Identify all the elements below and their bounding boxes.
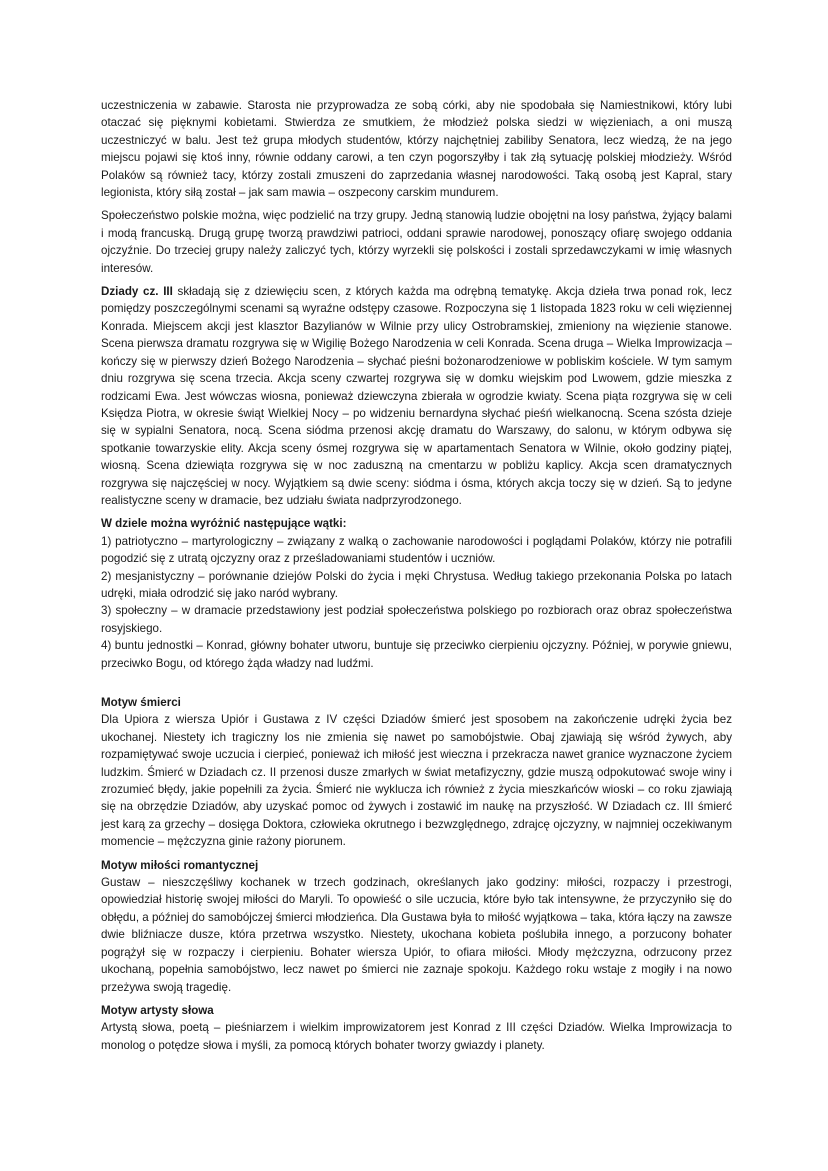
love-heading: Motyw miłości romantycznej xyxy=(101,858,259,872)
thread-3: 3) społeczny – w dramacie przedstawiony jest podział społeczeństwa polskiego po rozbiorach oraz obraz społeczeństwa rosyjskiego. xyxy=(101,604,732,635)
death-heading: Motyw śmierci xyxy=(101,696,181,709)
paragraph-3-lead: Dziady cz. III xyxy=(101,285,173,299)
paragraph-2: Społeczeństwo polskie można, więc podzielić na trzy grupy. Jedną stanowią ludzie obojętni na losy państwa, żyjący balami i modą francuską. Drugą grupę tworzą prawdziwi patrioci, oddani sprawie narodowej, ponoszący ofiarę swojego oddania ojczyźnie. Do trzeciej grupy należy zaliczyć tych, którzy wyrzekli się polskości i zostali sprzedawczykami w imię własnych interesów. xyxy=(101,209,732,275)
paragraph-3-body: składają się z dziewięciu scen, z których każda ma odrębną tematykę. Akcja dzieła trwa ponad rok, lecz pomiędzy poszczególnymi scenami są wyraźne odstępy czasowe. Rozpoczyna się 1 listopada 1823 roku w celi więziennej Konrada. Miejscem akcji jest klasztor Bazylianów w Wilnie przy ulicy Ostrobramskiej, zmieniony na więzienie stanowe. Scena pierwsza dramatu rozgrywa się w Wigilię Bożego Narodzenia w celi Konrada. Scena druga – Wielka Improwizacja – kończy się w pierwszy dzień Bożego Narodzenia – słychać pieśni bożonarodzeniowe w pobliskim kościele. W tym samym dniu rozgrywa się scena trzecia. Akcja sceny czwartej rozgrywa się w domku wiejskim pod Lwowem, gdzie mieszka z rodzicami Ewa. Jest wówczas wiosna, ponieważ dziewczyna zbierała w ogrodzie kwiaty. Scena piąta rozgrywa się w celi Księdza Piotra, w okresie świąt Wielkiej Nocy – po widzeniu bernardyna słychać pieśń wielkanocną. Scena szósta dzieje się w sypialni Senatora, nocą. Scena siódma przenosi akcję dramatu do Warszawy, do salonu, w którym odbywa się spotkanie towarzyskie elity. Akcja sceny ósmej rozgrywa się w apartamentach Senatora w Wilnie, około godziny piątej, wiosną. Scena dziewiąta rozgrywa się w noc zaduszną na cmentarzu w pobliżu kaplicy. Akcja scen dramatycznych rozgrywa się najczęściej w nocy. Wyjątkiem są dwie sceny: siódma i ósma, których akcja toczy się w dzień. Są to jedyne realistyczne sceny w dramacie, bez udziału świata nadprzyrodzonego. xyxy=(101,285,732,507)
threads-heading: W dziele można wyróżnić następujące wątki: xyxy=(101,517,347,531)
paragraph-1: uczestniczenia w zabawie. Starosta nie przyprowadza ze sobą córki, aby nie spodobała się Namiestnikowi, który lubi otaczać się pięknymi kobietami. Stwierdza ze smutkiem, że młodzież polska siedzi w więzieniach, a oni muszą uczestniczyć w balu. Jest też grupa młodych studentów, którzy najchętniej zabiliby Senatora, lecz wiedzą, że na jego miejscu pojawi się ktoś inny, równie oddany carowi, a ten czyn pogorszyłby i tak złą sytuację polskiej młodzieży. Wśród Polaków są również tacy, którzy zostali zmuszeni do zaprzedania własnej narodowości. Taką osobą jest Kapral, stary legionista, który siłą został – jak sam mawia – oszpecony carskim mundurem. xyxy=(101,99,732,200)
thread-2: 2) mesjanistyczny – porównanie dziejów Polski do życia i męki Chrystusa. Według takiego przekonania Polska po latach udręki, miała odrodzić się jako naród wybrany. xyxy=(101,569,732,600)
death-text: Dla Upiora z wiersza Upiór i Gustawa z IV części Dziadów śmierć jest sposobem na zakończenie udręki życia bez ukochanej. Niestety ich tragiczny los nie zmienia się nawet po samobójstwie. Obaj zjawiają się wśród żywych, aby rozpamiętywać swoje uczucia i cierpieć, ponieważ ich miłość jest wieczna i przekracza nawet granice wyznaczone życiem ludzkim. Śmierć w Dziadach cz. II przenosi dusze zmarłych w świat metafizyczny, gdzie muszą odpokutować swoje winy i zrozumieć błędy, jakie popełnili za życia. Śmierć nie wyklucza ich również z życia mieszkańców wioski – co roku zjawiają się na obrzędzie Dziadów, aby uzyskać pomoc od żywych i zostawić im naukę na przyszłość. W Dziadach cz. III śmierć jest karą za grzechy – dosięga Doktora, człowieka okrutnego i bezwzględnego, zdrajcę ojczyzny, w najmniej oczekiwanym momencie – mężczyzna ginie rażony piorunem. xyxy=(101,713,732,849)
thread-1: 1) patriotyczno – martyrologiczny – związany z walką o zachowanie narodowości i poglądami Polaków, którzy nie potrafili pogodzić się z utratą ojczyzny oraz z prześladowaniami studentów i uczniów. xyxy=(101,534,732,566)
thread-4: 4) buntu jednostki – Konrad, główny bohater utworu, buntuje się przeciwko cierpieniu ojczyzny. Później, w porywie gniewu, przeciwko Bogu, od którego żąda władzy nad ludźmi. xyxy=(101,639,732,670)
paragraph-3 xyxy=(101,283,732,509)
love-text: Gustaw – nieszczęśliwy kochanek w trzech godzinach, określanych jako godziny: miłości, rozpaczy i przestrogi, opowiedział historię swojej miłości do Maryli. To opowieść o sile uczucia, które było tak intensywne, że przyczyniło się do obłędu, a później do samobójczej śmierci młodzieńca. Dla Gustawa była to miłość wyjątkowa – taka, która łączy na zawsze dwie bliźniacze dusze, która przetrwa wszystko. Niestety, ukochana kobieta poślubiła innego, a porzucony bohater pogrążył się w rozpaczy i cierpieniu. Bohater wiersza Upiór, to ofiara miłości. Młody mężczyzna, odrzucony przez ukochaną, popełnia samobójstwo, lecz nawet po śmierci nie zaznaje spokoju. Każdego roku wstaje z mogiły i na nowo przeżywa swoją tragedię. xyxy=(101,876,732,994)
word-text: Artystą słowa, poetą – pieśniarzem i wielkim improwizatorem jest Konrad z III części Dziadów. Wielka Improwizacja to monolog o potędze słowa i myśli, za pomocą których bohater tworzy gwiazdy i planety. xyxy=(101,1021,732,1052)
word-heading: Motyw artysty słowa xyxy=(101,1003,214,1017)
